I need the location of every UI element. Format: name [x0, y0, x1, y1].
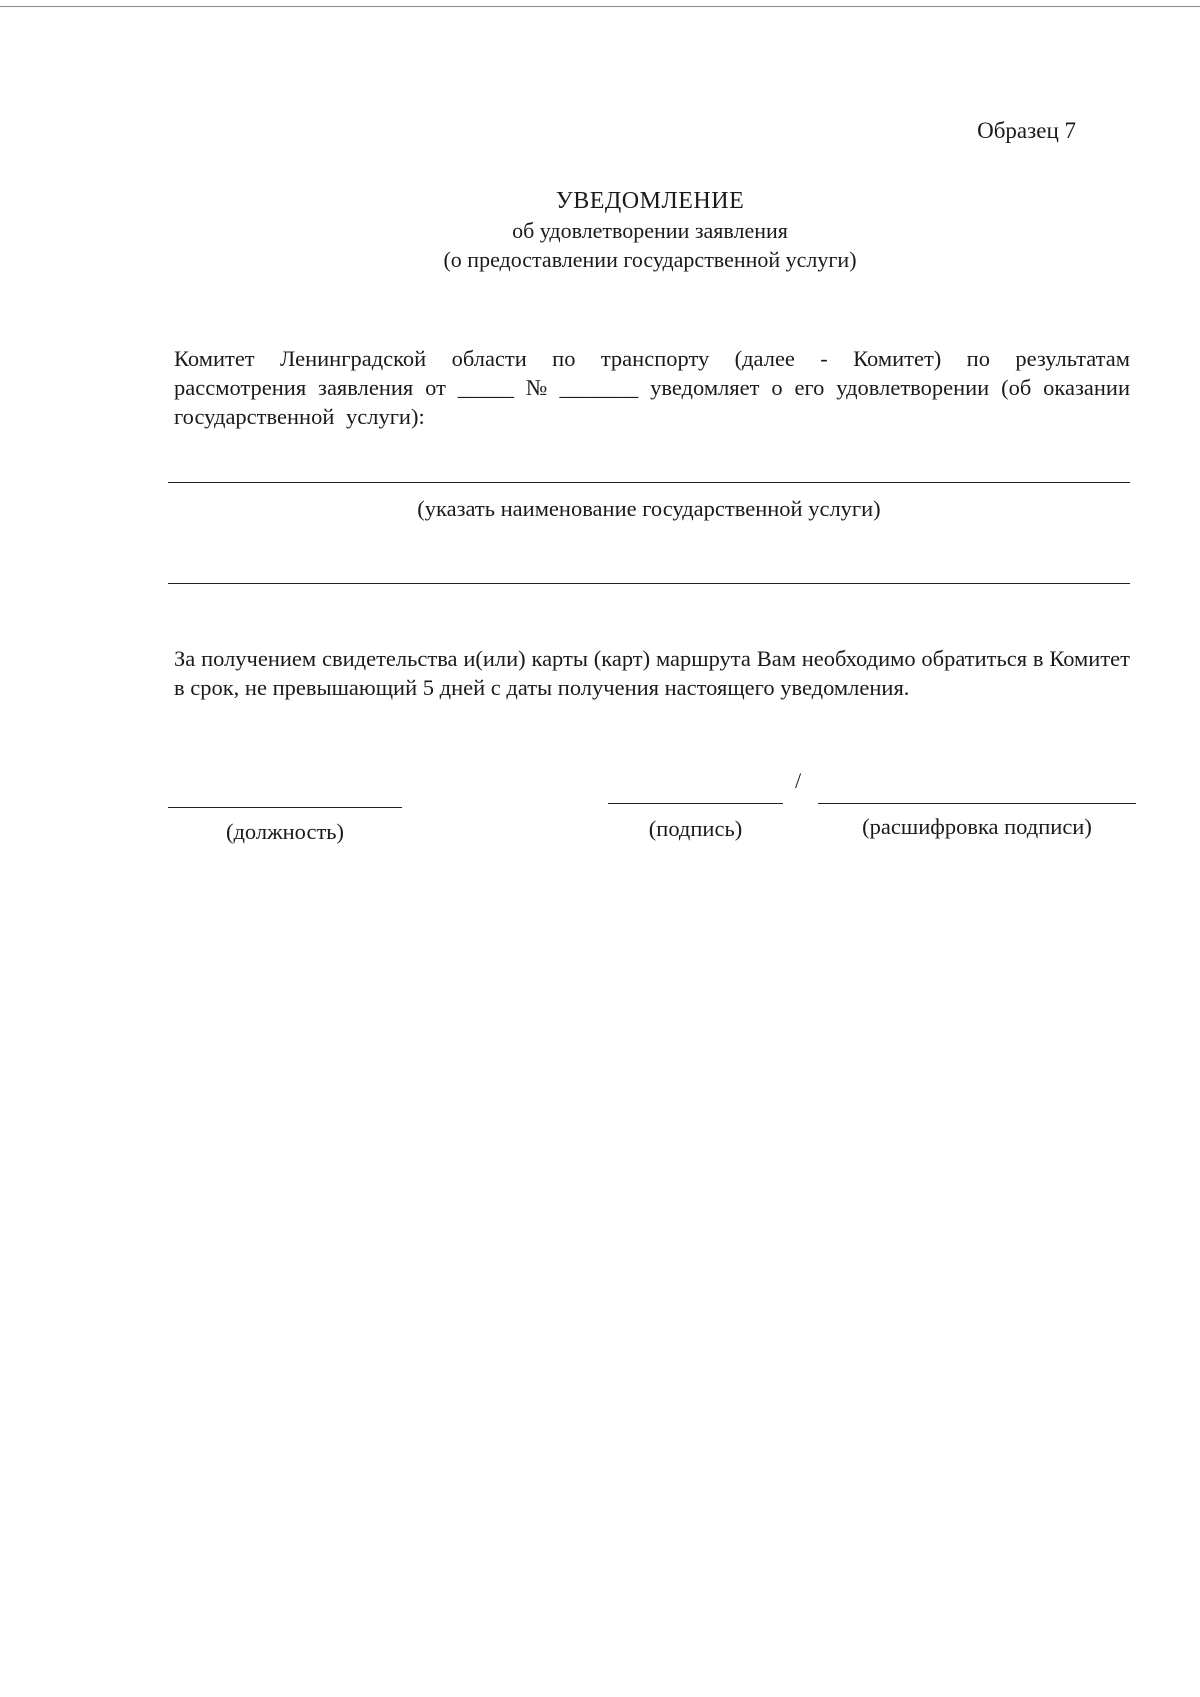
service-name-line [168, 482, 1130, 483]
signature-line [608, 803, 783, 804]
notification-paragraph: Комитет Ленинградской области по транспорту (далее - Комитет) по результатам рассмотрения заявления от _____ № _______ уведомляет о его удовлетворении (об оказании государственной услуги): [174, 346, 1130, 429]
title-block [170, 186, 1130, 274]
blank-line [168, 583, 1130, 584]
instructions-paragraph: За получением свидетельства и(или) карты (карт) маршрута Вам необходимо обратиться в Комитет в срок, не превышающий 5 дней с даты получения настоящего уведомления. [174, 646, 1130, 700]
signature-decoding-caption: (расшифровка подписи) [862, 814, 1092, 839]
sample-label: Образец 7 [977, 118, 1076, 143]
position-line [168, 807, 402, 808]
document-title: УВЕДОМЛЕНИЕ [555, 188, 745, 214]
document-subtitle-parenthetical: (о предоставлении государственной услуги) [443, 247, 857, 272]
document-subtitle: об удовлетворении заявления [512, 218, 788, 243]
scan-top-edge [0, 6, 1200, 7]
signature-separator: / [795, 768, 802, 793]
signature-decoding-line [818, 803, 1136, 804]
service-name-caption: (указать наименование государственной услуги) [417, 496, 881, 521]
signature-caption: (подпись) [648, 816, 743, 841]
position-caption: (должность) [225, 819, 345, 844]
